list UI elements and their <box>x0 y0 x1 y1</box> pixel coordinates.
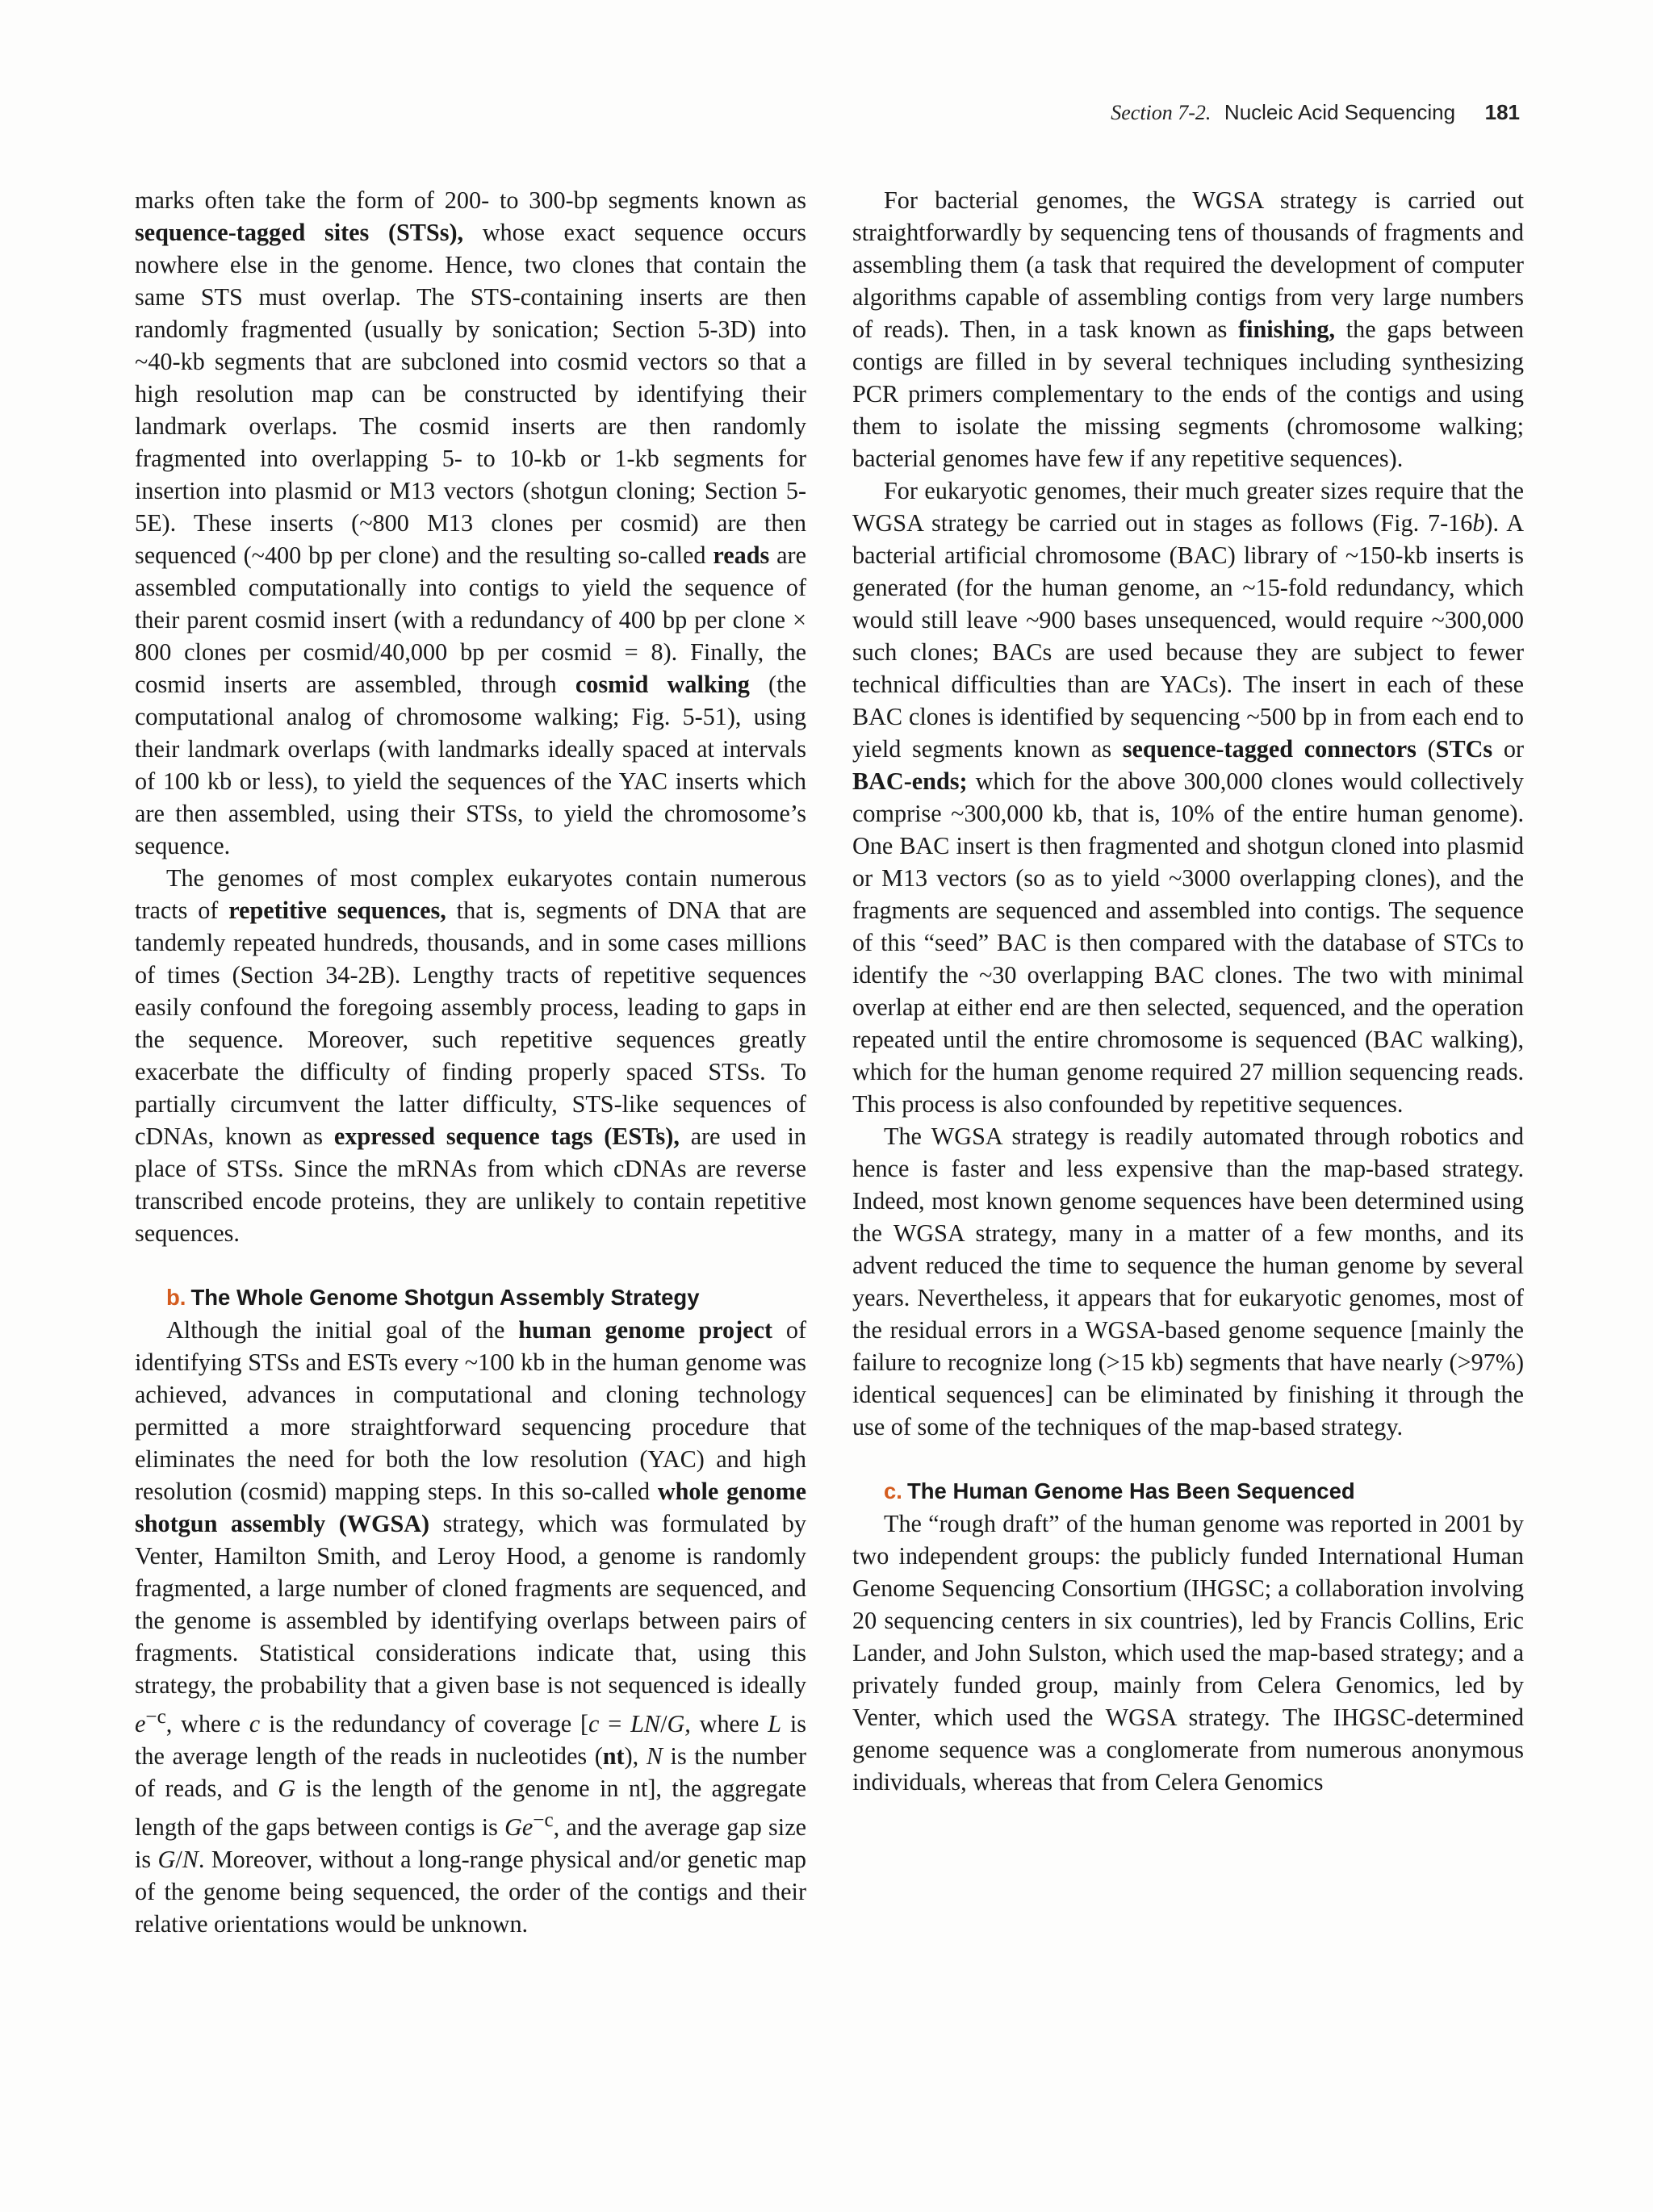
right-column <box>852 184 1524 1798</box>
term-sts: sequence-tagged sites (STSs), <box>135 219 464 246</box>
term-human-genome-project: human genome project <box>518 1316 773 1344</box>
paragraph-human-genome: The “rough draft” of the human genome was reported in 2001 by two independent groups: the publicly funded International Human Genome Sequencing Consortium (IHGSC; a collaboration involving 20 sequencing centers in six countries), led by Francis Collins, Eric Lander, and John Sulston, which used the map-based strategy; and a privately funded group, mainly from Celera Genomics, led by Venter, which used the WGSA strategy. The IHGSC-determined genome sequence was a conglomerate from numerous anonymous individuals, whereas that from Celera Genomics <box>852 1510 1524 1796</box>
term-stc: sequence-tagged connectors <box>1122 735 1417 763</box>
paragraph-repetitive-sequences: The genomes of most complex eukaryotes contain numerous tracts of repetitive sequences, that is, segments of DNA that are tandemly repeated hundreds, thousands, and in some cases millions of times (Section 34-2B). Lengthy tracts of repetitive sequences easily confound the foregoing assembly process, leading to gaps in the sequence. Moreover, such repetitive sequences greatly exacerbate the difficulty of finding properly spaced STSs. To partially circumvent the latter difficulty, STS-like sequences of cDNAs, known as expressed sequence tags (ESTs), are used in place of STSs. Since the mRNAs from which cDNAs are reverse transcribed encode proteins, they are unlikely to contain repetitive sequences. <box>135 864 807 1247</box>
subsection-heading-b <box>135 1282 806 1314</box>
term-bac-ends: BAC-ends; <box>852 767 968 795</box>
term-finishing: finishing, <box>1238 316 1336 343</box>
header-section-label: Section 7-2. <box>1111 101 1212 124</box>
term-wgsa: whole genome shotgun assembly (WGSA) <box>135 1478 807 1537</box>
paragraph-eukaryotic-genomes: For eukaryotic genomes, their much greater sizes require that the WGSA strategy be carried out in stages as follows (Fig. 7-16b). A bacterial artificial chromosome (BAC) library of ~150-kb inserts is generated (for the human genome, an ~15-fold redundancy, which would still leave ~900 bases unsequenced, would require ~300,000 such clones; BACs are used because they are subject to fewer technical difficulties than are YACs). The insert in each of these BAC clones is identified by sequencing ~500 bp in from each end to yield segments known as sequence-tagged connectors (STCs or BAC-ends; which for the above 300,000 clones would collectively comprise ~300,000 kb, that is, 10% of the entire human genome). One BAC insert is then fragmented and shotgun cloned into plasmid or M13 vectors (so as to yield ~3000 overlapping clones), and the fragments are sequenced and assembled into contigs. The sequence of this “seed” BAC is then compared with the database of STCs to identify the ~30 overlapping BAC clones. The two with minimal overlap at either end are then selected, sequenced, and the operation repeated until the entire chromosome is sequenced (BAC walking), which for the human genome required 27 million sequencing reads. This process is also confounded by repetitive sequences. <box>852 477 1525 1118</box>
running-header <box>1111 100 1520 125</box>
left-column <box>135 184 806 1940</box>
paragraph-wgsa-automation: The WGSA strategy is readily automated through robotics and hence is faster and less expensive than the map-based strategy. Indeed, most known genome sequences have been determined using the WGSA strategy, many in a matter of a few months, and its advent reduced the time to sequence the human genome by several years. Nevertheless, it appears that for eukaryotic genomes, most of the residual errors in a WGSA-based genome sequence [mainly the failure to recognize long (>15 kb) segments that have nearly (>97%) identical sequences] can be eliminated by finishing it through the use of some of the techniques of the map-based strategy. <box>852 1123 1524 1441</box>
paragraph-sts: marks often take the form of 200- to 300-bp segments known as sequence-tagged sites (STSs), whose exact sequence occurs nowhere else in the genome. Hence, two clones that contain the same STS must overlap. The STS-containing inserts are then randomly fragmented (usually by sonication; Section 5-3D) into ~40-kb segments that are subcloned into cosmid vectors so that a high resolution map can be constructed by identifying their landmark overlaps. The cosmid inserts are then randomly fragmented into overlapping 5- to 10-kb or 1-kb segments for insertion into plasmid or M13 vectors (shotgun cloning; Section 5-5E). These inserts (~800 M13 clones per cosmid) are then sequenced (~400 bp per clone) and the resulting so-called reads are assembled computationally into contigs to yield the sequence of their parent cosmid insert (with a redundancy of 400 bp per clone × 800 clones per cosmid/40,000 bp per cosmid = 8). Finally, the cosmid inserts are assembled, through cosmid walking (the computational analog of chromosome walking; Fig. 5-51), using their landmark overlaps (with landmarks ideally spaced at intervals of 100 kb or less), to yield the sequences of the YAC inserts which are then assembled, using their STSs, to yield the chromosome’s sequence. <box>135 186 806 859</box>
subsection-title-c: The Human Genome Has Been Sequenced <box>906 1478 1355 1503</box>
paragraph-bacterial-genomes: For bacterial genomes, the WGSA strategy is carried out straightforwardly by sequencing tens of thousands of fragments and assembling them (a task that required the development of computer algorithms capable of assembling contigs from very large numbers of reads). Then, in a task known as finishing, the gaps between contigs are filled in by several techniques including synthesizing PCR primers complementary to the ends of the contigs and using them to isolate the missing segments (chromosome walking; bacterial genomes have few if any repetitive sequences). <box>852 186 1524 472</box>
term-stcs: STCs <box>1435 735 1493 763</box>
header-section-title: Nucleic Acid Sequencing <box>1224 100 1456 124</box>
term-reads: reads <box>713 542 770 569</box>
subsection-letter-b: b. <box>166 1285 186 1310</box>
subsection-letter-c: c. <box>884 1478 902 1503</box>
term-ests: expressed sequence tags (ESTs), <box>333 1123 680 1150</box>
term-cosmid-walking: cosmid walking <box>575 671 750 698</box>
page-number: 181 <box>1484 100 1520 124</box>
paragraph-wgsa: Although the initial goal of the human genome project of identifying STSs and ESTs every ~100 kb in the human genome was achieved, advances in computational and cloning technology permitted a more straightforward sequencing procedure that eliminates the need for both the low resolution (YAC) and high resolution (cosmid) mapping steps. In this so-called whole genome shotgun assembly (WGSA) strategy, which was formulated by Venter, Hamilton Smith, and Leroy Hood, a genome is randomly fragmented, a large number of cloned fragments are sequenced, and the genome is assembled by identifying overlaps between pairs of fragments. Statistical considerations indicate that, using this strategy, the probability that a given base is not sequenced is ideally $e^{-c}$, where c is the redundancy of coverage [c = LN/G, where L is the average length of the reads in nucleotides (nt), N is the number of reads, and G is the length of the genome in nt], the aggregate length of the gaps between contigs is $Ge^{-c}$, and the average gap size is G/N. Moreover, without a long-range physical and/or genetic map of the genome being sequenced, the order of the contigs and their relative orientations would be unknown. <box>135 1316 807 1938</box>
subsection-title-b: The Whole Genome Shotgun Assembly Strategy <box>190 1285 700 1310</box>
term-repetitive-sequences: repetitive sequences, <box>228 897 446 924</box>
subsection-heading-c <box>852 1475 1524 1507</box>
